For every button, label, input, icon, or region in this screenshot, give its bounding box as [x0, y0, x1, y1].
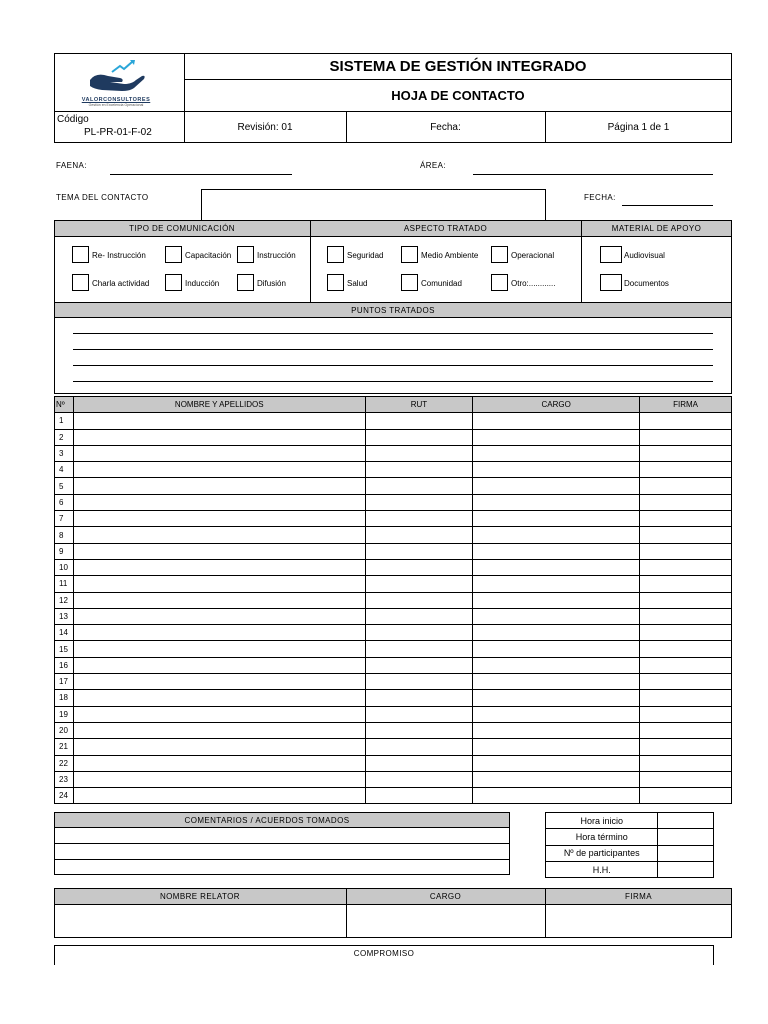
row-cargo[interactable]: [473, 690, 640, 706]
row-cargo[interactable]: [473, 413, 640, 429]
tema-label: TEMA DEL CONTACTO: [56, 193, 149, 202]
row-cargo[interactable]: [473, 788, 640, 804]
checkbox-charla-actividad[interactable]: [72, 274, 89, 291]
checkbox-audiovisual[interactable]: [600, 246, 622, 263]
row-nombre[interactable]: [73, 559, 365, 575]
row-cargo[interactable]: [473, 755, 640, 771]
row-nombre[interactable]: [73, 690, 365, 706]
label-charla-actividad: Charla actividad: [92, 279, 150, 288]
row-nombre[interactable]: [73, 657, 365, 673]
table-row: [55, 625, 732, 641]
table-row: [55, 674, 732, 690]
row-nombre[interactable]: [73, 413, 365, 429]
row-firma[interactable]: [640, 722, 732, 738]
label-difusion: Difusión: [257, 279, 286, 288]
row-rut[interactable]: [365, 478, 473, 494]
date-label: Fecha:: [430, 121, 461, 133]
row-cargo[interactable]: [473, 445, 640, 461]
row-firma[interactable]: [640, 543, 732, 559]
tipo-header: TIPO DE COMUNICACIÓN: [129, 224, 235, 233]
label-otro: Otro:............: [511, 279, 556, 288]
row-rut[interactable]: [365, 625, 473, 641]
checkbox-instruccion[interactable]: [237, 246, 254, 263]
row-firma[interactable]: [640, 641, 732, 657]
company-logo: [76, 58, 156, 108]
fecha-field[interactable]: [622, 205, 713, 206]
row-cargo[interactable]: [473, 608, 640, 624]
revision: Revisión: 01: [237, 121, 293, 133]
col-numero: Nº: [55, 397, 74, 413]
row-firma[interactable]: [640, 511, 732, 527]
row-nombre[interactable]: [73, 429, 365, 445]
hora-inicio-label: Hora inicio: [546, 813, 658, 829]
row-number: 1: [55, 413, 74, 429]
label-salud: Salud: [347, 279, 368, 288]
num-participantes-label: Nº de participantes: [546, 845, 658, 861]
row-nombre[interactable]: [73, 543, 365, 559]
table-row: [55, 576, 732, 592]
row-rut[interactable]: [365, 771, 473, 787]
row-number: 4: [55, 462, 74, 478]
participants-table: [54, 396, 732, 804]
comments-line[interactable]: [54, 843, 510, 844]
relator-cargo-header: CARGO: [429, 892, 462, 901]
row-cargo[interactable]: [473, 706, 640, 722]
row-rut[interactable]: [365, 543, 473, 559]
col-rut: RUT: [365, 397, 473, 413]
row-rut[interactable]: [365, 788, 473, 804]
label-audiovisual: Audiovisual: [624, 251, 665, 260]
label-instruccion: Instrucción: [257, 251, 296, 260]
table-row: [55, 478, 732, 494]
code-value: PL-PR-01-F-02: [84, 127, 152, 138]
table-row: [55, 462, 732, 478]
label-comunidad: Comunidad: [421, 279, 462, 288]
checkbox-operacional[interactable]: [491, 246, 508, 263]
tema-field[interactable]: [201, 189, 546, 221]
table-row: [55, 739, 732, 755]
document-subtitle: HOJA DE CONTACTO: [391, 87, 525, 103]
row-firma[interactable]: [640, 478, 732, 494]
row-firma[interactable]: [640, 576, 732, 592]
row-number: 19: [55, 706, 74, 722]
logo-text: VALORCONSULTORES: [81, 97, 151, 103]
row-number: 16: [55, 657, 74, 673]
row-cargo[interactable]: [473, 429, 640, 445]
row-nombre[interactable]: [73, 641, 365, 657]
label-induccion: Inducción: [185, 279, 220, 288]
row-firma[interactable]: [640, 445, 732, 461]
page-number: Página 1 de 1: [607, 121, 670, 133]
row-cargo[interactable]: [473, 543, 640, 559]
row-nombre[interactable]: [73, 592, 365, 608]
row-cargo[interactable]: [473, 576, 640, 592]
row-firma[interactable]: [640, 657, 732, 673]
row-firma[interactable]: [640, 771, 732, 787]
row-nombre[interactable]: [73, 527, 365, 543]
row-nombre[interactable]: [73, 788, 365, 804]
checkbox-comunidad[interactable]: [401, 274, 418, 291]
hora-inicio-value[interactable]: [658, 813, 714, 829]
row-firma[interactable]: [640, 739, 732, 755]
material-header: MATERIAL DE APOYO: [611, 224, 702, 233]
row-rut[interactable]: [365, 657, 473, 673]
row-nombre[interactable]: [73, 511, 365, 527]
row-number: 23: [55, 771, 74, 787]
row-number: 12: [55, 592, 74, 608]
row-firma[interactable]: [640, 755, 732, 771]
row-rut[interactable]: [365, 706, 473, 722]
logo-subtext: Gestión en Excelencia Operacional: [88, 103, 144, 107]
times-table: [545, 812, 714, 878]
row-nombre[interactable]: [73, 771, 365, 787]
table-row: [55, 429, 732, 445]
comments-line[interactable]: [54, 859, 510, 860]
row-nombre[interactable]: [73, 625, 365, 641]
row-firma[interactable]: [640, 494, 732, 510]
row-cargo[interactable]: [473, 494, 640, 510]
table-row: [55, 445, 732, 461]
row-firma[interactable]: [640, 592, 732, 608]
faena-label: FAENA:: [56, 161, 87, 170]
relator-cargo-field[interactable]: [347, 905, 544, 937]
table-row: [55, 559, 732, 575]
hora-termino-label: Hora término: [546, 829, 658, 845]
row-rut[interactable]: [365, 445, 473, 461]
row-rut[interactable]: [365, 722, 473, 738]
relator-name-header: NOMBRE RELATOR: [160, 892, 240, 901]
table-row: [55, 592, 732, 608]
row-rut[interactable]: [365, 641, 473, 657]
row-nombre[interactable]: [73, 576, 365, 592]
row-rut[interactable]: [365, 462, 473, 478]
row-nombre[interactable]: [73, 755, 365, 771]
row-number: 3: [55, 445, 74, 461]
row-cargo[interactable]: [473, 592, 640, 608]
row-rut[interactable]: [365, 739, 473, 755]
checkbox-documentos[interactable]: [600, 274, 622, 291]
row-nombre[interactable]: [73, 706, 365, 722]
table-row: [55, 788, 732, 804]
row-number: 24: [55, 788, 74, 804]
puntos-line[interactable]: [73, 349, 713, 350]
row-number: 22: [55, 755, 74, 771]
row-firma[interactable]: [640, 690, 732, 706]
num-participantes-value[interactable]: [658, 845, 714, 861]
row-firma[interactable]: [640, 413, 732, 429]
row-nombre[interactable]: [73, 478, 365, 494]
row-nombre[interactable]: [73, 674, 365, 690]
row-cargo[interactable]: [473, 641, 640, 657]
table-row: [55, 657, 732, 673]
col-firma: FIRMA: [640, 397, 732, 413]
label-medio-ambiente: Medio Ambiente: [421, 251, 479, 260]
checkbox-salud[interactable]: [327, 274, 344, 291]
label-documentos: Documentos: [624, 279, 669, 288]
row-cargo[interactable]: [473, 657, 640, 673]
table-row: [55, 413, 732, 429]
table-row: [55, 543, 732, 559]
checkbox-induccion[interactable]: [165, 274, 182, 291]
hand-chart-icon: [76, 58, 156, 92]
row-number: 14: [55, 625, 74, 641]
hora-termino-value[interactable]: [658, 829, 714, 845]
row-rut[interactable]: [365, 413, 473, 429]
row-nombre[interactable]: [73, 739, 365, 755]
row-firma[interactable]: [640, 674, 732, 690]
puntos-line[interactable]: [73, 365, 713, 366]
area-label: ÁREA:: [420, 161, 447, 170]
puntos-line[interactable]: [73, 381, 713, 382]
row-firma[interactable]: [640, 788, 732, 804]
col-cargo: CARGO: [473, 397, 640, 413]
row-rut[interactable]: [365, 674, 473, 690]
aspecto-header: ASPECTO TRATADO: [403, 224, 488, 233]
checkbox-otro[interactable]: [491, 274, 508, 291]
row-rut[interactable]: [365, 527, 473, 543]
label-re-instruccion: Re- Instrucción: [92, 251, 146, 260]
checkbox-medio-ambiente[interactable]: [401, 246, 418, 263]
checkbox-re-instruccion[interactable]: [72, 246, 89, 263]
table-row: [55, 511, 732, 527]
table-row: [55, 755, 732, 771]
hh-value[interactable]: [658, 861, 714, 877]
row-number: 11: [55, 576, 74, 592]
row-number: 7: [55, 511, 74, 527]
row-firma[interactable]: [640, 625, 732, 641]
row-cargo[interactable]: [473, 527, 640, 543]
row-firma[interactable]: [640, 462, 732, 478]
row-number: 8: [55, 527, 74, 543]
row-rut[interactable]: [365, 511, 473, 527]
row-firma[interactable]: [640, 527, 732, 543]
checkbox-seguridad[interactable]: [327, 246, 344, 263]
row-number: 21: [55, 739, 74, 755]
table-row: [55, 771, 732, 787]
table-row: [55, 608, 732, 624]
row-rut[interactable]: [365, 559, 473, 575]
row-cargo[interactable]: [473, 674, 640, 690]
row-number: 17: [55, 674, 74, 690]
label-seguridad: Seguridad: [347, 251, 384, 260]
row-number: 18: [55, 690, 74, 706]
row-nombre[interactable]: [73, 608, 365, 624]
row-number: 10: [55, 559, 74, 575]
hh-label: H.H.: [546, 861, 658, 877]
row-nombre[interactable]: [73, 722, 365, 738]
table-row: [55, 641, 732, 657]
row-cargo[interactable]: [473, 722, 640, 738]
row-firma[interactable]: [640, 429, 732, 445]
row-firma[interactable]: [640, 608, 732, 624]
puntos-line[interactable]: [73, 333, 713, 334]
table-row: [55, 722, 732, 738]
relator-name-field[interactable]: [55, 905, 345, 937]
row-number: 5: [55, 478, 74, 494]
row-nombre[interactable]: [73, 445, 365, 461]
row-rut[interactable]: [365, 429, 473, 445]
row-number: 6: [55, 494, 74, 510]
row-cargo[interactable]: [473, 771, 640, 787]
document-title: SISTEMA DE GESTIÓN INTEGRADO: [329, 57, 587, 75]
row-cargo[interactable]: [473, 511, 640, 527]
area-field[interactable]: [473, 174, 713, 175]
faena-field[interactable]: [110, 174, 292, 175]
row-rut[interactable]: [365, 592, 473, 608]
checkbox-difusion[interactable]: [237, 274, 254, 291]
row-cargo[interactable]: [473, 462, 640, 478]
comments-header: COMENTARIOS / ACUERDOS TOMADOS: [184, 815, 350, 825]
puntos-header: PUNTOS TRATADOS: [351, 305, 435, 315]
row-rut[interactable]: [365, 608, 473, 624]
checkbox-capacitacion[interactable]: [165, 246, 182, 263]
row-cargo[interactable]: [473, 739, 640, 755]
row-cargo[interactable]: [473, 478, 640, 494]
table-row: [55, 690, 732, 706]
row-nombre[interactable]: [73, 462, 365, 478]
row-cargo[interactable]: [473, 559, 640, 575]
table-row: [55, 494, 732, 510]
table-row: [55, 706, 732, 722]
table-row: [55, 527, 732, 543]
relator-firma-header: FIRMA: [625, 892, 652, 901]
label-capacitacion: Capacitación: [185, 251, 232, 260]
relator-firma-field[interactable]: [546, 905, 731, 937]
row-rut[interactable]: [365, 494, 473, 510]
row-rut[interactable]: [365, 755, 473, 771]
fecha-label: FECHA:: [584, 193, 616, 202]
participants-header-row: [55, 397, 732, 413]
row-number: 2: [55, 429, 74, 445]
compromiso-header: COMPROMISO: [353, 948, 415, 958]
row-firma[interactable]: [640, 706, 732, 722]
row-cargo[interactable]: [473, 625, 640, 641]
row-rut[interactable]: [365, 690, 473, 706]
label-operacional: Operacional: [511, 251, 555, 260]
col-nombre: NOMBRE Y APELLIDOS: [73, 397, 365, 413]
code-label: Código: [57, 114, 89, 125]
row-number: 9: [55, 543, 74, 559]
row-number: 20: [55, 722, 74, 738]
row-number: 15: [55, 641, 74, 657]
row-number: 13: [55, 608, 74, 624]
row-nombre[interactable]: [73, 494, 365, 510]
row-rut[interactable]: [365, 576, 473, 592]
row-firma[interactable]: [640, 559, 732, 575]
